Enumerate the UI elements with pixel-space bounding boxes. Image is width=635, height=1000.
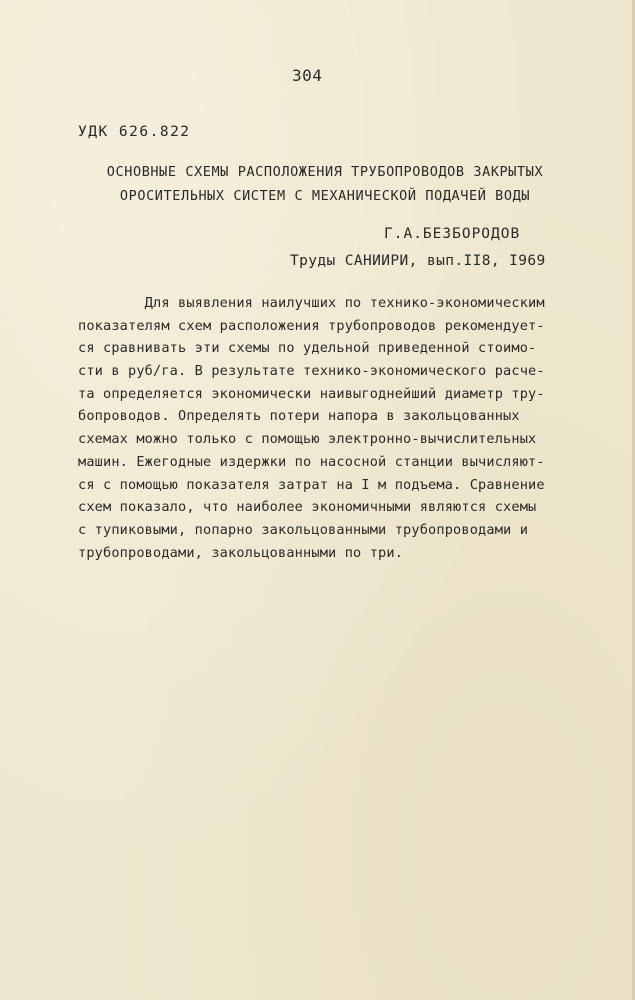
abstract-text — [78, 292, 568, 564]
abstract-line: схем показало, что наиболее экономичными являются схемы — [78, 499, 537, 516]
abstract-line: Для выявления наилучших по технико-экономическим — [78, 295, 545, 311]
article-title-line-2: ОРОСИТЕЛЬНЫХ СИСТЕМ С МЕХАНИЧЕСКОЙ ПОДАЧЕЙ ВОДЫ — [119, 188, 531, 204]
abstract-line: с тупиковыми, попарно закольцованными трубопроводами и — [78, 521, 529, 538]
abstract-line: схемах можно только с помощью электронно-вычислительных — [78, 431, 537, 448]
abstract-line: ся с помощью показателя затрат на I м подъема. Сравнение — [78, 476, 545, 493]
abstract-line: трубопроводами, закольцованными по три. — [78, 544, 404, 561]
article-title — [60, 160, 590, 208]
abstract-line: показателям схем расположения трубопроводов рекомендует- — [78, 317, 545, 334]
article-title-line-1: ОСНОВНЫЕ СХЕМЫ РАСПОЛОЖЕНИЯ ТРУБОПРОВОДОВ ЗАКРЫТЫХ — [106, 164, 544, 180]
abstract-line: ся сравнивать эти схемы по удельной приведенной стоимо- — [78, 340, 537, 357]
page-number: 304 — [292, 66, 323, 85]
abstract-line: та определяется экономически наивыгоднейший диаметр тру- — [78, 385, 545, 402]
abstract-line: сти в руб/га. В результате технико-экономического расче- — [78, 363, 545, 380]
publication-source: Труды САНИИРИ, вып.II8, I969 — [290, 253, 546, 269]
udc-classification: УДК 626.822 — [78, 124, 191, 140]
abstract-line: бопроводов. Определять потери напора в закольцованных — [78, 408, 520, 425]
abstract-line: машин. Ежегодные издержки по насосной станции вычисляют- — [78, 453, 545, 470]
author-name: Г.А.БЕЗБОРОДОВ — [384, 226, 521, 242]
